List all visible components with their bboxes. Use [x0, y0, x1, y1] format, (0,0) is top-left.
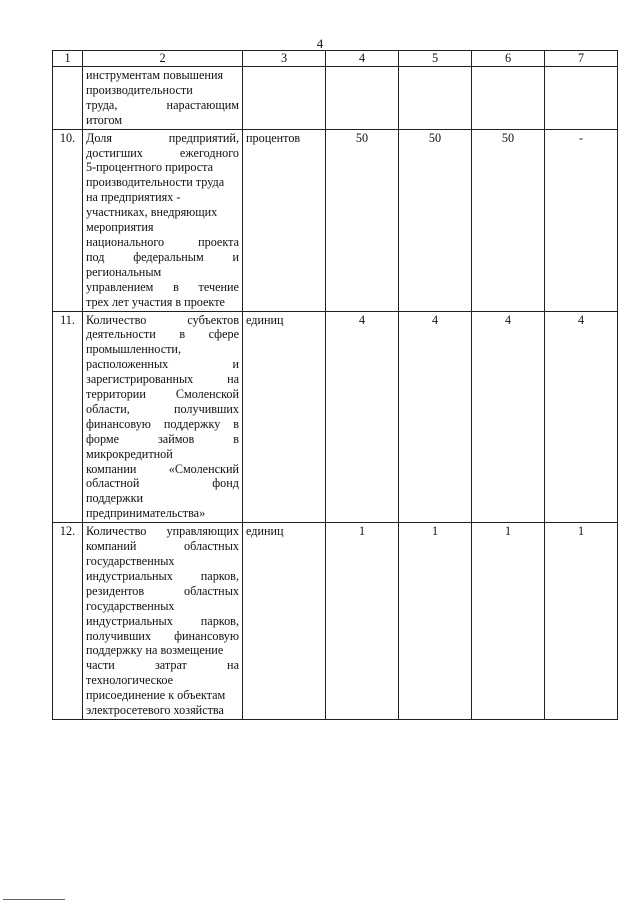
value-cell-col5: 50	[399, 129, 472, 311]
indicator-text-line: национального проекта	[86, 234, 239, 249]
indicator-text-line: зарегистрированных на	[86, 372, 239, 387]
indicator-text-line: территории Смоленской	[86, 387, 239, 402]
indicator-text-line: получивших финансовую	[86, 628, 239, 643]
table-row	[53, 129, 618, 311]
indicator-text-line: индустриальных парков,	[86, 568, 239, 583]
indicator-text-line: участниках, внедряющих	[86, 205, 218, 220]
indicator-name-cell	[83, 311, 243, 523]
value-cell-col7: -	[545, 129, 618, 311]
indicator-text-line: расположенных и	[86, 357, 239, 372]
table-row	[53, 67, 618, 130]
indicator-name-cell	[83, 67, 243, 130]
indicator-text-line: под федеральным и	[86, 249, 239, 264]
value-cell-col4: 4	[326, 311, 399, 523]
indicator-text-line: производительности	[86, 82, 193, 97]
indicator-text-line: деятельности в сфере	[86, 327, 239, 342]
table-header-row	[53, 51, 618, 67]
indicator-name-cell	[83, 523, 243, 720]
header-cell: 1	[53, 51, 83, 67]
indicator-text-line: компаний областных	[86, 539, 239, 554]
value-cell-col6: 4	[472, 311, 545, 523]
indicator-text-line: предпринимательства»	[86, 506, 206, 521]
footer-rule	[3, 899, 65, 900]
value-cell-col6: 1	[472, 523, 545, 720]
row-number-cell	[53, 67, 83, 130]
indicator-text-line: технологическое	[86, 673, 174, 688]
unit-cell: процентов	[243, 129, 326, 311]
indicator-text-line: микрокредитной	[86, 446, 173, 461]
value-cell-col4: 50	[326, 129, 399, 311]
indicator-text-line: государственных	[86, 598, 175, 613]
indicator-text-line: государственных	[86, 554, 175, 568]
indicator-text-line: промышленности,	[86, 342, 182, 357]
indicator-text-line: достигших ежегодного	[86, 145, 239, 160]
indicator-text-line: инструментам повышения	[86, 68, 224, 82]
page-number: 4	[316, 36, 324, 51]
indicator-text-line: Количество субъектов	[86, 312, 239, 327]
value-cell-col6: 50	[472, 129, 545, 311]
value-cell-col5: 1	[399, 523, 472, 720]
indicator-text-line: поддержки	[86, 491, 144, 506]
indicator-text-line: трех лет участия в проекте	[86, 294, 225, 309]
indicator-text-line: компании «Смоленский	[86, 461, 239, 476]
header-cell: 3	[243, 51, 326, 67]
indicator-text-line: форме займов в	[86, 431, 239, 446]
header-cell: 7	[545, 51, 618, 67]
indicator-text-line: поддержку на возмещение	[86, 643, 224, 658]
indicator-text-line: части затрат на	[86, 658, 239, 673]
indicator-text-line: труда, нарастающим	[86, 97, 239, 112]
value-cell-col7: 4	[545, 311, 618, 523]
indicator-text-line: 5-процентного прироста	[86, 160, 214, 175]
row-number-cell: 10.	[53, 129, 83, 311]
indicator-text-line: областной фонд	[86, 476, 239, 491]
unit-cell: единиц	[243, 311, 326, 523]
row-number-cell: 11.	[53, 311, 83, 523]
indicator-text-line: присоединение к объектам	[86, 688, 226, 703]
table-row	[53, 523, 618, 720]
unit-cell	[243, 67, 326, 130]
value-cell-col6	[472, 67, 545, 130]
header-cell: 4	[326, 51, 399, 67]
indicator-text-line: Количество управляющих	[86, 524, 239, 539]
row-number-cell: 12.	[53, 523, 83, 720]
indicator-text-line: электросетевого хозяйства	[86, 703, 224, 718]
indicator-name-cell	[83, 129, 243, 311]
value-cell-col5	[399, 67, 472, 130]
indicator-text-line: региональным	[86, 264, 162, 279]
indicator-text-line: производительности труда	[86, 175, 225, 190]
indicator-text-line: итогом	[86, 112, 123, 127]
header-cell: 6	[472, 51, 545, 67]
header-cell: 5	[399, 51, 472, 67]
indicator-text-line: финансовую поддержку в	[86, 416, 239, 431]
indicator-text-line: области, получивших	[86, 401, 239, 416]
header-cell: 2	[83, 51, 243, 67]
indicator-text-line: резидентов областных	[86, 583, 239, 598]
table-row	[53, 311, 618, 523]
value-cell-col7: 1	[545, 523, 618, 720]
value-cell-col5: 4	[399, 311, 472, 523]
indicator-text-line: управлением в течение	[86, 279, 239, 294]
indicator-text-line: индустриальных парков,	[86, 613, 239, 628]
value-cell-col7	[545, 67, 618, 130]
value-cell-col4	[326, 67, 399, 130]
value-cell-col4: 1	[326, 523, 399, 720]
unit-cell: единиц	[243, 523, 326, 720]
indicator-text-line: Доля предприятий,	[86, 130, 239, 145]
indicator-text-line: на предприятиях -	[86, 190, 181, 205]
indicator-text-line: мероприятия	[86, 220, 154, 235]
indicators-table	[52, 50, 618, 720]
